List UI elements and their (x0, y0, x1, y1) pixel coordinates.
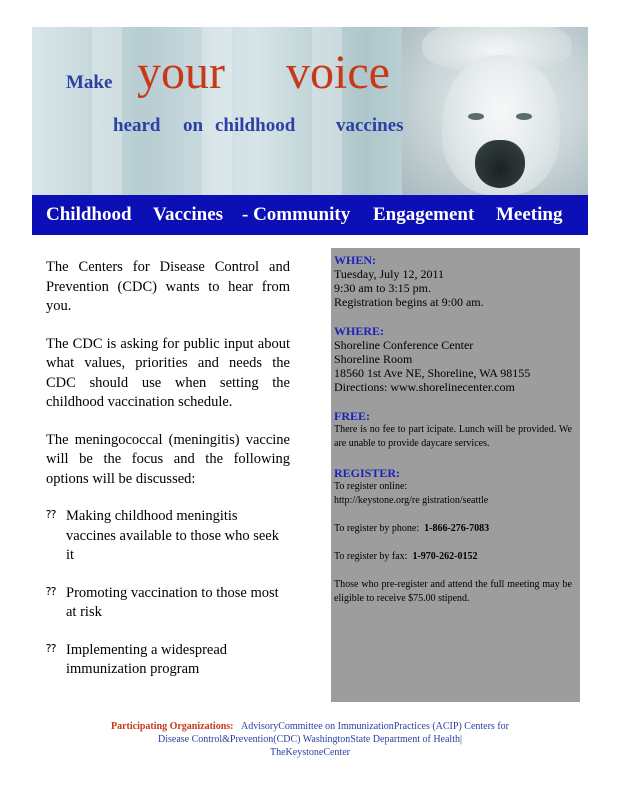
free-section (334, 409, 572, 451)
register-section (334, 466, 572, 606)
footer-line-3: TheKeystoneCenter (270, 747, 350, 758)
subhead-vaccines: vaccines (336, 115, 404, 136)
register-fax: To register by fax: 1-970-262-0152 (334, 551, 478, 562)
options-list (46, 507, 290, 680)
event-date: Tuesday, July 12, 2011 (334, 267, 445, 281)
free-heading: FREE: (334, 409, 370, 423)
register-phone: To register by phone: 1-866-276-7083 (334, 523, 490, 534)
headline-make: Make (66, 72, 113, 93)
registration-time: Registration begins at 9:00 am. (334, 295, 484, 309)
title-bar (32, 195, 588, 235)
title-word: Childhood (46, 204, 132, 225)
title-word: Meeting (496, 204, 563, 225)
footer-line-2: Disease Control&Prevention(CDC) WashingtonState Department of Health| (157, 734, 462, 745)
register-url-link[interactable]: http://keystone.org/re gistration/seattle (334, 495, 489, 506)
headline-your: your (137, 46, 225, 99)
where-heading: WHERE: (334, 324, 385, 338)
subhead-on: on (183, 115, 204, 136)
subhead-childhood: childhood (215, 115, 296, 136)
title-word: Vaccines (153, 204, 224, 225)
stipend-note: Those who pre-register and attend the full meeting may be eligible to receive $75.00 stipend. (334, 579, 572, 604)
title-word: - Community (242, 204, 351, 225)
list-item: ⁇ Implementing a widespread immunization program (46, 641, 228, 677)
participating-organizations (60, 720, 560, 759)
input-paragraph: The CDC is asking for public input about what values, priorities and needs the CDC should use when setting the childhood vaccination schedule. (46, 335, 290, 410)
venue-room: Shoreline Room (334, 352, 413, 366)
venue-name: Shoreline Conference Center (334, 338, 474, 352)
footer-line-1: AdvisoryCommittee on ImmunizationPractices (ACIP) Centers for (240, 721, 509, 732)
footer-label: Participating Organizations: (110, 721, 234, 732)
when-section (334, 253, 572, 309)
register-heading: REGISTER: (334, 466, 401, 480)
event-time: 9:30 am to 3:15 pm. (334, 281, 431, 295)
venue-address: 18560 1st Ave NE, Shoreline, WA 98155 (334, 366, 531, 380)
where-section (334, 324, 572, 394)
free-text: There is no fee to part icipate. Lunch will be provided. We are unable to provide daycare services. (334, 424, 572, 449)
event-details-box (331, 248, 580, 702)
register-online-label: To register online: (334, 481, 408, 492)
focus-paragraph: The meningococcal (meningitis) vaccine will be the focus and the following options will be discussed: (46, 431, 290, 487)
venue-directions-link[interactable]: Directions: www.shorelinecenter.com (334, 380, 515, 394)
list-item: ⁇ Promoting vaccination to those most at risk (46, 584, 279, 620)
title-word: Engagement (373, 204, 475, 225)
intro-column (46, 258, 290, 698)
child-photo (402, 27, 588, 195)
headline-voice: voice (286, 46, 390, 99)
list-item: ⁇ Making childhood meningitis vaccines available to those who seek it (46, 508, 279, 563)
subhead-heard: heard (113, 115, 161, 136)
intro-paragraph: The Centers for Disease Control and Prevention (CDC) wants to hear from you. (46, 259, 290, 314)
when-heading: WHEN: (334, 253, 376, 267)
